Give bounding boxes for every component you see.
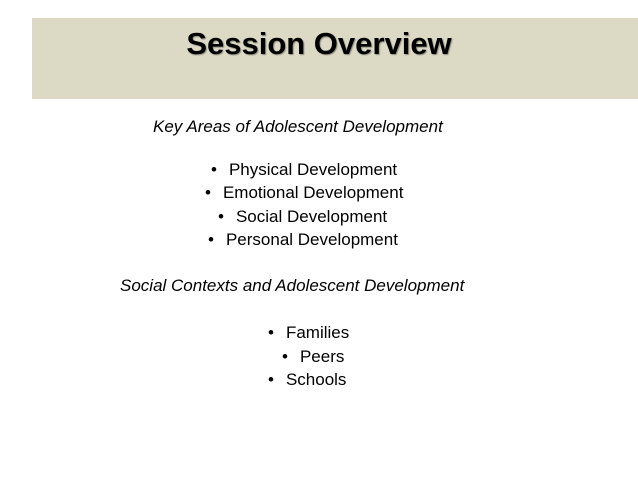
bullet-icon: •	[268, 370, 274, 389]
list-item-label: Personal Development	[225, 230, 398, 249]
bullet-icon: •	[208, 230, 214, 249]
list-item	[282, 346, 344, 368]
list-item-label: Social Development	[235, 207, 388, 226]
section-heading-key-areas: Key Areas of Adolescent Development	[153, 117, 443, 136]
list-item-label: Families	[285, 323, 350, 342]
bullet-icon: •	[211, 160, 217, 179]
bullet-icon: •	[218, 207, 224, 226]
list-item-label: Schools	[285, 370, 347, 389]
list-item	[268, 369, 346, 391]
list-item-label: Physical Development	[228, 160, 398, 179]
slide-title: Session Overview	[186, 26, 452, 61]
list-item	[208, 229, 398, 251]
list-item	[268, 322, 349, 344]
bullet-icon: •	[282, 347, 288, 366]
list-item-label: Peers	[299, 347, 345, 366]
list-item	[218, 206, 387, 228]
section-heading-social-contexts: Social Contexts and Adolescent Development	[120, 276, 465, 295]
list-item	[205, 182, 403, 204]
list-item	[211, 159, 397, 181]
list-item-label: Emotional Development	[222, 183, 404, 202]
bullet-icon: •	[205, 183, 211, 202]
bullet-icon: •	[268, 323, 274, 342]
